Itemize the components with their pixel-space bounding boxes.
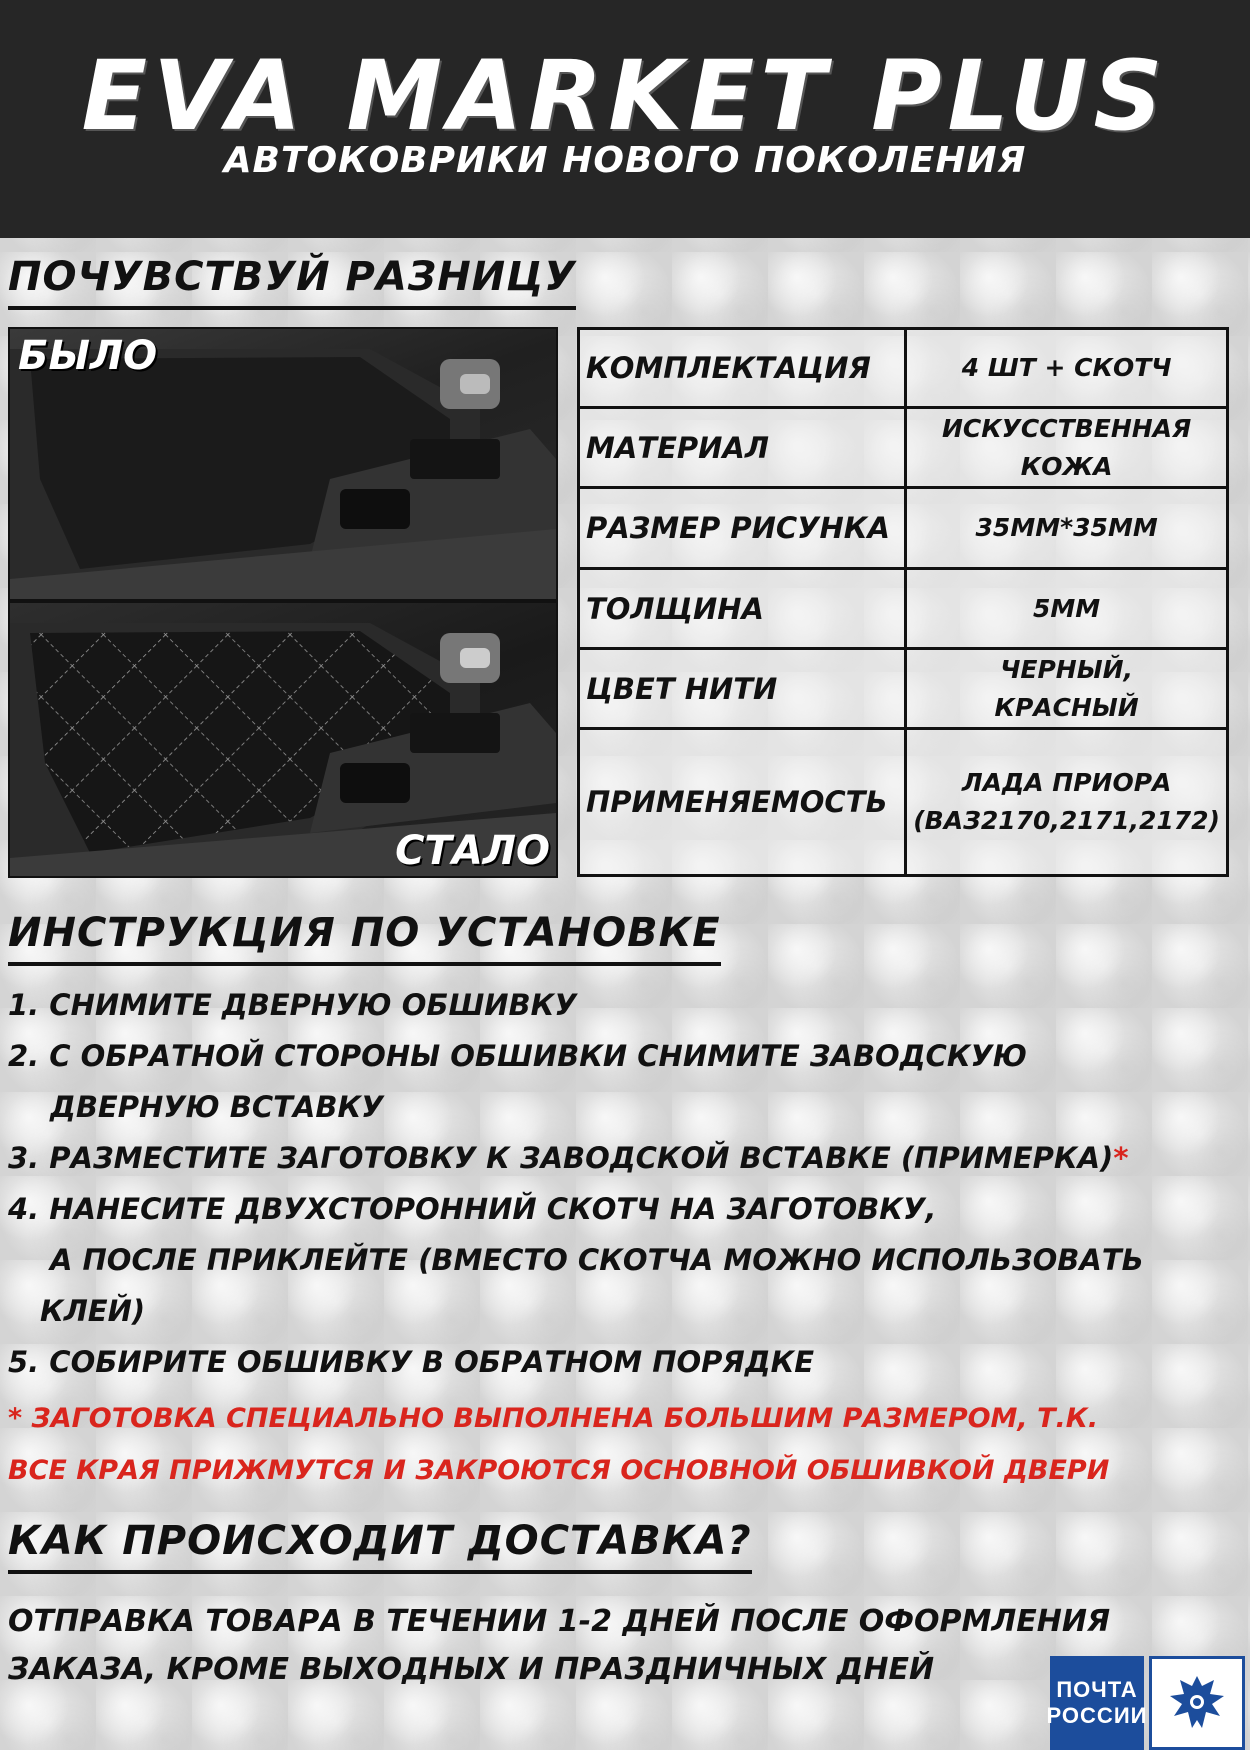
brand-tagline: АВТОКОВРИКИ НОВОГО ПОКОЛЕНИЯ	[223, 140, 1027, 181]
step-3-text: 3. РАЗМЕСТИТЕ ЗАГОТОВКУ К ЗАВОДСКОЙ ВСТАВКЕ (ПРИМЕРКА)	[8, 1141, 1114, 1175]
after-photo	[10, 603, 556, 876]
spec-row-thickness	[579, 569, 1228, 649]
delivery-line-2: ЗАКАЗА, КРОМЕ ВЫХОДНЫХ И ПРАЗДНИЧНЫХ ДНЕЙ	[8, 1652, 935, 1687]
step-4	[8, 1184, 1238, 1337]
spec-value-line: (ВАЗ2170,2171,2172)	[913, 806, 1220, 835]
spec-row-kit	[579, 329, 1228, 408]
footnote-line-2: ВСЕ КРАЯ ПРИЖМУТСЯ И ЗАКРОЮТСЯ ОСНОВНОЙ ОБШИВКОЙ ДВЕРИ	[8, 1455, 1110, 1486]
spec-row-material	[579, 408, 1228, 488]
spec-value-line: ИСКУССТВЕННАЯ	[941, 413, 1192, 443]
specs-table	[577, 327, 1229, 877]
step-2-line-2: ДВЕРНУЮ ВСТАВКУ	[50, 1090, 384, 1124]
header-banner	[0, 0, 1250, 238]
spec-key: ЦВЕТ НИТИ	[579, 649, 906, 729]
footnote-mark: *	[1113, 1141, 1129, 1175]
post-wordmark-line-1: ПОЧТА	[1056, 1677, 1138, 1702]
before-label: БЫЛО	[18, 333, 158, 379]
spec-value-line: 5ММ	[1033, 593, 1101, 623]
delivery-text	[8, 1598, 1111, 1694]
spec-value	[906, 729, 1228, 876]
before-photo	[10, 329, 556, 599]
footnote	[8, 1393, 1238, 1497]
step-3	[8, 1133, 1238, 1184]
spec-value-line: 35ММ*35ММ	[975, 513, 1158, 542]
spec-key: КОМПЛЕКТАЦИЯ	[579, 329, 906, 408]
spec-value	[906, 649, 1228, 729]
after-label: СТАЛО	[395, 828, 550, 874]
spec-value-line: КРАСНЫЙ	[994, 692, 1139, 722]
spec-row-pattern-size	[579, 488, 1228, 569]
footnote-line-1: * ЗАГОТОВКА СПЕЦИАЛЬНО ВЫПОЛНЕНА БОЛЬШИМ РАЗМЕРОМ, Т.К.	[8, 1403, 1099, 1434]
instruction-steps	[8, 980, 1238, 1388]
step-4-line-1: 4. НАНЕСИТЕ ДВУХСТОРОННИЙ СКОТЧ НА ЗАГОТОВКУ,	[8, 1192, 937, 1226]
step-4-line-3: КЛЕЙ)	[40, 1294, 146, 1328]
step-5: 5. СОБИРИТЕ ОБШИВКУ В ОБРАТНОМ ПОРЯДКЕ	[8, 1345, 815, 1379]
spec-value	[906, 408, 1228, 488]
spec-value	[906, 569, 1228, 649]
post-wordmark	[1046, 1656, 1148, 1750]
spec-row-thread-color	[579, 649, 1228, 729]
feel-section-title: ПОЧУВСТВУЙ РАЗНИЦУ	[8, 254, 576, 310]
spec-key: РАЗМЕР РИСУНКА	[579, 488, 906, 569]
delivery-line-1: ОТПРАВКА ТОВАРА В ТЕЧЕНИИ 1-2 ДНЕЙ ПОСЛЕ ОФОРМЛЕНИЯ	[8, 1604, 1111, 1639]
step-4-line-2: А ПОСЛЕ ПРИКЛЕЙТЕ (ВМЕСТО СКОТЧА МОЖНО ИСПОЛЬЗОВАТЬ	[50, 1243, 1144, 1277]
russian-post-logo	[1046, 1656, 1245, 1750]
spec-value-line: ЛАДА ПРИОРА	[961, 768, 1172, 797]
spec-value-line: 4 ШТ + СКОТЧ	[961, 353, 1172, 382]
delivery-title: КАК ПРОИСХОДИТ ДОСТАВКА?	[8, 1518, 752, 1574]
spec-value-line: ЧЕРНЫЙ,	[1000, 654, 1134, 684]
spec-row-applicability	[579, 729, 1228, 876]
instructions-title: ИНСТРУКЦИЯ ПО УСТАНОВКЕ	[8, 910, 721, 966]
eagle-emblem-icon	[1149, 1656, 1245, 1750]
spec-key: ТОЛЩИНА	[579, 569, 906, 649]
post-wordmark-line-2: РОССИИ	[1046, 1703, 1148, 1728]
spec-value-line: КОЖА	[1020, 451, 1113, 481]
spec-value	[906, 329, 1228, 408]
spec-key: МАТЕРИАЛ	[579, 408, 906, 488]
step-2-line-1: 2. С ОБРАТНОЙ СТОРОНЫ ОБШИВКИ СНИМИТЕ ЗАВОДСКУЮ	[8, 1039, 1027, 1073]
before-after-photo	[8, 327, 558, 878]
spec-value	[906, 488, 1228, 569]
spec-key: ПРИМЕНЯЕМОСТЬ	[579, 729, 906, 876]
brand-title: EVA MARKET PLUS	[81, 40, 1169, 152]
step-2	[8, 1031, 1238, 1133]
step-1: 1. СНИМИТЕ ДВЕРНУЮ ОБШИВКУ	[8, 988, 577, 1022]
